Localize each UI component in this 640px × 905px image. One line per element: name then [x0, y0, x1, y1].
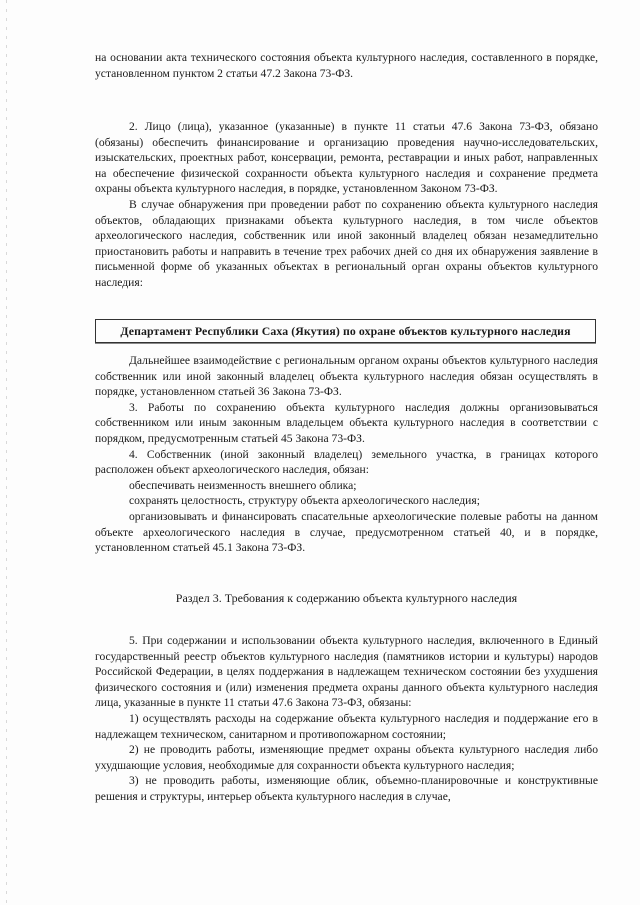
- clause-5-paragraph: 5. При содержании и использовании объекта культурного наследия, включенного в Единый государственный реестр объектов культурного наследия (памятников истории и культуры) народов Российской Федерации, в целях поддержания в надлежащем техническом состоянии без ухудшения физического состояния и (или) изменения предмета охраны данного объекта культурного наследия лица, указанные в пункте 11 статьи 47.6 Закона 73-ФЗ, обязаны:: [95, 634, 598, 710]
- interaction-paragraph: Дальнейшее взаимодействие с региональным органом охраны объектов культурного наследия собственник или иной законный владелец объекта культурного наследия обязан осуществлять в порядке, установленном статьей 36 Закона 73-ФЗ.: [95, 354, 598, 399]
- clause-5-item-3: 3) не проводить работы, изменяющие облик, объемно-планировочные и конструктивные решения и структуры, интерьер объекта культурного наследия в случае,: [95, 774, 598, 803]
- organization-name: Департамент Республики Саха (Якутия) по охране объектов культурного наследия: [120, 323, 571, 338]
- organization-box: [95, 319, 596, 343]
- intro-block: [95, 50, 598, 81]
- section-3-heading: Раздел 3. Требования к содержанию объекта культурного наследия: [175, 591, 518, 605]
- clause-2-discovery-paragraph: В случае обнаружения при проведении работ по сохранению объекта культурного наследия объектов, обладающих признаками объекта культурного наследия, в том числе объектов археологического наследия, собственник или иной законный владелец обязан незамедлительно приостановить работы и направить в течение трех рабочих дней со дня их обнаружения заявление в письменной форме об указанных объектах в региональный орган охраны объектов культурного наследия:: [95, 197, 598, 289]
- clause-4-item-1: обеспечивать неизменность внешнего облика;: [129, 478, 357, 492]
- clause-2-paragraph: 2. Лицо (лица), указанное (указанные) в пункте 11 статьи 47.6 Закона 73-ФЗ, обязано (обязаны) обеспечить финансирование и организацию проведения научно-исследовательских, изыскательских, проектных работ, консервации, ремонта, реставрации и иных работ, направленных на обеспечение физической сохранности объекта культурного наследия и сохранение предмета охраны объекта культурного наследия, в порядке, установленном Законом 73-ФЗ.: [95, 120, 598, 196]
- clause-5-block: [95, 633, 598, 805]
- scan-edge-artifact: [6, 0, 7, 905]
- clause-4-item-2: сохранять целостность, структуру объекта археологического наследия;: [129, 494, 480, 508]
- clause-4-item-3: организовывать и финансировать спасательные археологические полевые работы на данном объекте археологического наследия в случае, предусмотренном статьей 40, и в порядке, установленном статьей 45.1 Закона 73-ФЗ.: [95, 509, 598, 555]
- clause-3-paragraph: 3. Работы по сохранению объекта культурного наследия должны организовываться собственником или иным законным владельцем объекта культурного наследия в соответствии с порядком, предусмотренным статьей 45 Закона 73-ФЗ.: [95, 400, 598, 445]
- clause-5-item-2: 2) не проводить работы, изменяющие предмет охраны объекта культурного наследия либо ухудшающие условия, необходимые для сохранности объекта культурного наследия;: [95, 743, 598, 772]
- intro-paragraph: на основании акта технического состояния объекта культурного наследия, составленного в порядке, установленном пунктом 2 статьи 47.2 Закона 73-ФЗ.: [95, 51, 598, 80]
- clause-2-block: [95, 119, 598, 291]
- clause-5-item-1: 1) осуществлять расходы на содержание объекта культурного наследия и поддержание его в надлежащем техническом, санитарном и противопожарном состоянии;: [95, 711, 598, 741]
- clause-4-paragraph: 4. Собственник (иной законный владелец) земельного участка, в границах которого расположен объект археологического наследия, обязан:: [95, 447, 598, 477]
- clauses-3-4-block: [95, 353, 598, 556]
